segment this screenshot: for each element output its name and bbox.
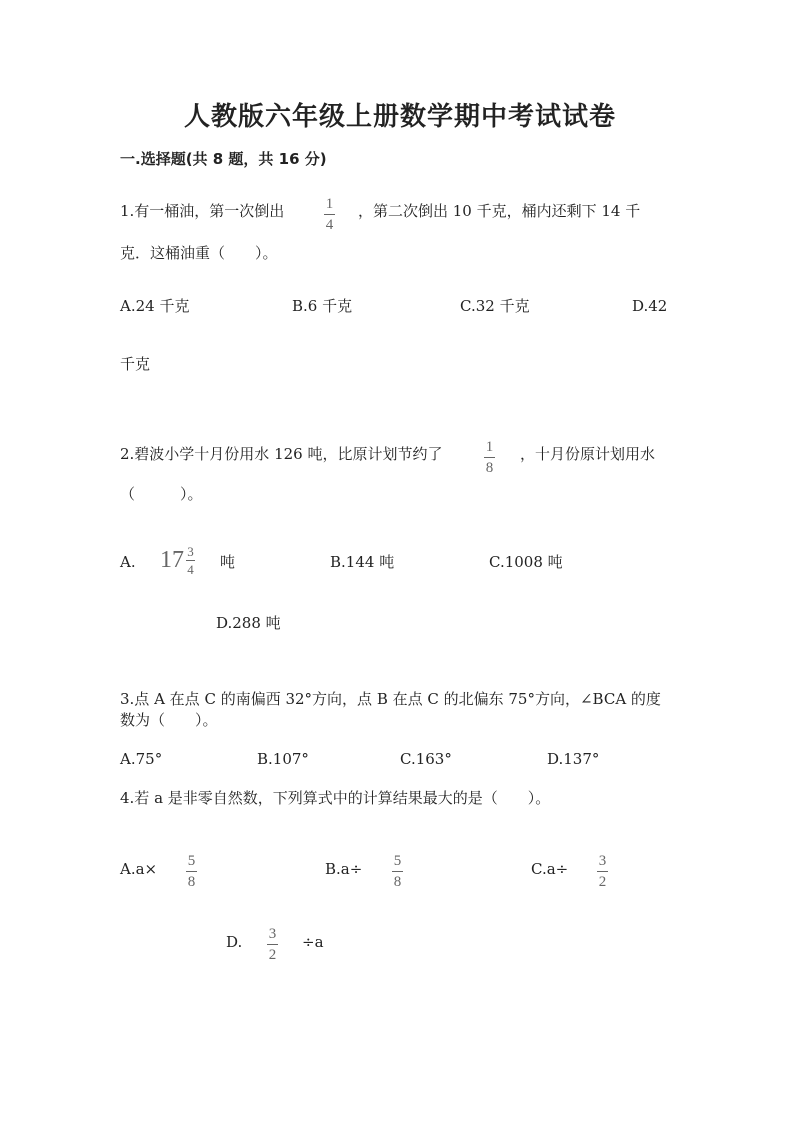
q3-option-a[interactable]: A.75° <box>120 750 163 768</box>
q1-option-c[interactable]: C.32 千克 <box>460 297 530 315</box>
q4-option-a-fraction <box>186 853 197 890</box>
q4-option-b-label: B.a÷ <box>325 860 363 878</box>
q4-d-denominator: 2 <box>268 947 277 963</box>
q2-option-a-unit: 吨 <box>220 553 236 571</box>
q1-text-post: ，第二次倒出 10 千克，桶内还剩下 14 千 <box>358 202 641 220</box>
q4-option-c-label: C.a÷ <box>531 860 569 878</box>
fraction-bar <box>186 560 195 561</box>
mixed-whole: 17 <box>160 547 184 573</box>
q4-option-c-fraction <box>597 853 608 890</box>
q1-option-b[interactable]: B.6 千克 <box>292 297 353 315</box>
q4-c-numerator: 3 <box>598 853 607 869</box>
q4-option-d-fraction <box>267 926 278 963</box>
section-heading: 一.选择题(共 8 题，共 16 分) <box>120 150 327 168</box>
q3-option-c[interactable]: C.163° <box>400 750 452 768</box>
q2-option-b[interactable]: B.144 吨 <box>330 553 395 571</box>
q1-fraction-denominator: 4 <box>325 217 334 233</box>
q4-text-line1: 4.若 a 是非零自然数，下列算式中的计算结果最大的是（ ）。 <box>120 789 551 807</box>
fraction-bar <box>267 944 278 945</box>
q2-fraction-denominator: 8 <box>485 460 494 476</box>
q2-fraction <box>484 439 495 476</box>
fraction-bar <box>324 214 335 215</box>
q2-option-a-label: A. <box>120 553 136 571</box>
q3-text-line1: 3.点 A 在点 C 的南偏西 32°方向，点 B 在点 C 的北偏东 75°方向，∠BCA 的度 <box>120 690 661 708</box>
exam-title: 人教版六年级上册数学期中考试试卷 <box>183 102 616 132</box>
q2-text-post: ，十月份原计划用水 <box>520 445 656 463</box>
q4-d-numerator: 3 <box>268 926 277 942</box>
q4-option-d-post: ÷a <box>302 933 324 951</box>
q3-option-d[interactable]: D.137° <box>547 750 600 768</box>
mixed-fraction <box>186 545 195 576</box>
fraction-bar <box>597 871 608 872</box>
q4-option-d-label: D. <box>226 933 243 951</box>
q4-a-numerator: 5 <box>187 853 196 869</box>
q2-text-line2: （ ）。 <box>120 485 203 503</box>
q1-text-pre: 1.有一桶油，第一次倒出 <box>120 202 285 220</box>
q1-fraction-numerator: 1 <box>325 196 334 212</box>
q2-option-d[interactable]: D.288 吨 <box>216 614 281 632</box>
fraction-bar <box>392 871 403 872</box>
q2-option-c[interactable]: C.1008 吨 <box>489 553 563 571</box>
q3-text-line2: 数为（ ）。 <box>120 711 218 729</box>
mixed-numerator: 3 <box>187 544 194 559</box>
q2-fraction-numerator: 1 <box>485 439 494 455</box>
q1-option-d-continued: 千克 <box>120 355 151 373</box>
fraction-bar <box>186 871 197 872</box>
fraction-bar <box>484 457 495 458</box>
q1-text-line2: 克．这桶油重（ ）。 <box>120 244 278 262</box>
q4-option-a-label: A.a× <box>120 860 158 878</box>
q4-b-numerator: 5 <box>393 853 402 869</box>
q4-c-denominator: 2 <box>598 874 607 890</box>
q3-option-b[interactable]: B.107° <box>257 750 309 768</box>
mixed-denominator: 4 <box>187 562 194 577</box>
q1-option-a[interactable]: A.24 千克 <box>120 297 190 315</box>
q4-b-denominator: 8 <box>393 874 402 890</box>
q1-fraction <box>324 196 335 233</box>
q1-option-d[interactable]: D.42 <box>632 297 668 315</box>
q2-text-pre: 2.碧波小学十月份用水 126 吨，比原计划节约了 <box>120 445 443 463</box>
q2-option-a-mixed-number <box>160 545 195 576</box>
q4-a-denominator: 8 <box>187 874 196 890</box>
q4-option-b-fraction <box>392 853 403 890</box>
